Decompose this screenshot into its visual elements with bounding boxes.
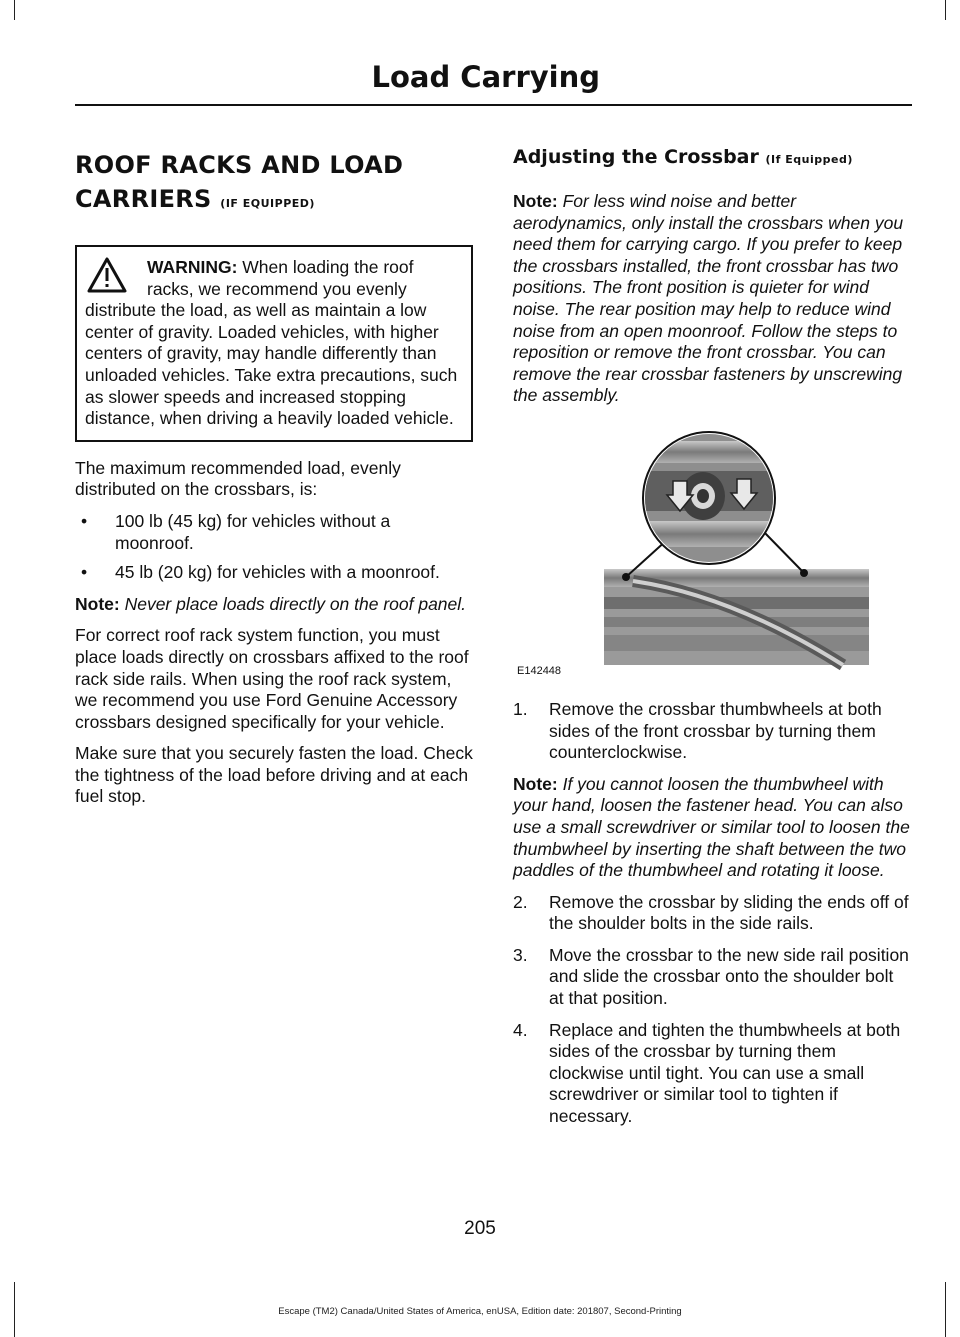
note-text: If you cannot loosen the thumbwheel with your hand, loosen the fastener head. You can also use a small screwdriver or similar tool to loosen the thumbwheel by inserting the shaft between the two paddles of the thumbwheel and rotating it loose.	[513, 773, 910, 881]
warning-box	[75, 245, 473, 442]
list-item	[513, 699, 910, 764]
step-number: 1.	[513, 698, 528, 719]
section-title	[75, 140, 473, 221]
right-column	[513, 140, 910, 1138]
max-load-intro: The maximum recommended load, evenly distributed on the crossbars, is:	[75, 457, 401, 500]
note-label: Note:	[513, 773, 558, 794]
list-item	[513, 1020, 910, 1128]
crop-mark	[945, 0, 946, 20]
roof-panel-note	[75, 594, 473, 616]
step-number: 3.	[513, 944, 528, 965]
subsection-title	[513, 140, 910, 173]
steps-list-continued	[513, 892, 910, 1128]
edition-footer: Escape (TM2) Canada/United States of America, enUSA, Edition date: 201807, Second-Printing	[278, 1306, 682, 1317]
step-text: Replace and tighten the thumbwheels at both sides of the crossbar by turning them clockwise until tight. You can use a small screwdriver or similar tool to tighten if necessary.	[549, 1019, 901, 1127]
warning-label: WARNING:	[147, 257, 238, 277]
list-item	[75, 562, 473, 584]
section-qualifier: (IF EQUIPPED)	[220, 197, 315, 210]
crossbar-illustration-graphic	[513, 421, 910, 683]
page-number: 205	[464, 1218, 496, 1239]
note-label: Note:	[75, 593, 120, 614]
section-title-text: ROOF RACKS AND LOAD CARRIERS	[75, 151, 404, 213]
step-text: Move the crossbar to the new side rail position and slide the crossbar onto the shoulder bolt at that position.	[549, 944, 909, 1009]
bullet-icon: •	[81, 562, 88, 583]
list-item-text: 100 lb (45 kg) for vehicles without a moonroof.	[115, 510, 391, 553]
step-number: 4.	[513, 1019, 528, 1040]
note-text: Never place loads directly on the roof panel.	[119, 593, 467, 614]
note-text: For less wind noise and better aerodynamics, only install the crossbars when you need them for carrying cargo. If you prefer to keep the crossbars installed, the front crossbar has two positions. The front position is quieter for wind noise. The rear position may help to reduce wind noise from an open moonroof. Follow the steps to reposition or remove the front crossbar. You can remove the rear crossbar fasteners by unscrewing the assembly.	[513, 191, 904, 406]
warning-text: When loading the roof racks, we recommend you evenly distribute the load, as well as maintain a low center of gravity. Loaded vehicles, with higher centers of gravity, may handle differently than unloaded vehicles. Take extra precautions, such as slower speeds and increased stopping distance, when driving a heavily loaded vehicle.	[85, 257, 458, 429]
note-label: Note:	[513, 191, 558, 211]
load-list	[75, 511, 473, 584]
page-header-title: Load Carrying	[371, 60, 600, 94]
bullet-icon: •	[81, 510, 88, 531]
step-text: Remove the crossbar thumbwheels at both sides of the front crossbar by turning them counterclockwise.	[549, 698, 882, 763]
roof-rack-paragraph: For correct roof rack system function, you must place loads directly on crossbars affixed to the roof rack side rails. When using the roof rack system, we recommend you use Ford Genuine Accessory crossbars designed specifically for your vehicle.	[75, 625, 469, 732]
subsection-title-text: Adjusting the Crossbar	[513, 146, 759, 168]
list-item	[513, 892, 910, 935]
crossbar-illustration	[513, 421, 910, 683]
subsection-qualifier: (If Equipped)	[765, 153, 853, 166]
steps-list	[513, 699, 910, 764]
crop-mark	[14, 0, 15, 20]
list-item	[75, 511, 473, 554]
step-text: Remove the crossbar by sliding the ends off of the shoulder bolts in the side rails.	[549, 891, 909, 934]
crossbar-note	[513, 191, 910, 407]
thumbwheel-note	[513, 774, 910, 882]
warning-triangle-icon	[85, 255, 143, 295]
list-item	[513, 945, 910, 1010]
left-column	[75, 140, 473, 818]
figure-code: E142448	[517, 665, 562, 678]
fasten-load-paragraph: Make sure that you securely fasten the load. Check the tightness of the load before driving and at each fuel stop.	[75, 743, 473, 807]
header-divider	[75, 104, 912, 106]
step-number: 2.	[513, 891, 528, 912]
list-item-text: 45 lb (20 kg) for vehicles with a moonroof.	[115, 562, 440, 583]
